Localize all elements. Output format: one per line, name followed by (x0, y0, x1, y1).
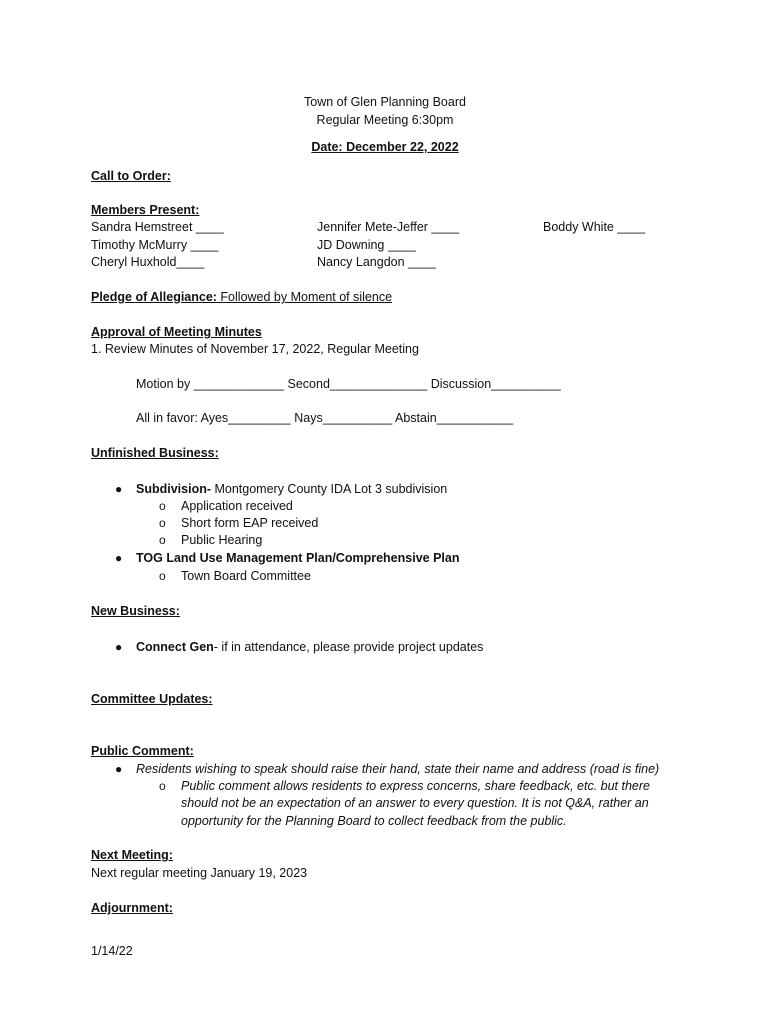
approval-heading: Approval of Meeting Minutes (91, 325, 262, 339)
public-comment-sub-line: Public comment allows residents to express concerns, share feedback, etc. but there (181, 779, 650, 793)
unfinished-item-land-use: TOG Land Use Management Plan/Comprehensive Plan (136, 551, 460, 565)
motion-line: Motion by _____________ Second______________ Discussion__________ (136, 377, 561, 391)
sub-item: Application received (181, 499, 293, 513)
bullet-icon: ● (115, 762, 123, 776)
next-meeting-text: Next regular meeting January 19, 2023 (91, 866, 308, 880)
pledge-heading: Pledge of Allegiance: (91, 290, 217, 304)
new-business-item (136, 639, 483, 656)
footer-date: 1/14/22 (91, 944, 133, 958)
public-comment-heading: Public Comment: (91, 744, 194, 758)
sub-item: Town Board Committee (181, 569, 311, 583)
subdivision-text: Montgomery County IDA Lot 3 subdivision (211, 482, 448, 496)
committee-heading: Committee Updates: (91, 692, 213, 706)
member-entry: Nancy Langdon ____ (317, 255, 436, 269)
members-heading: Members Present: (91, 203, 200, 217)
new-business-heading: New Business: (91, 604, 180, 618)
member-entry: JD Downing ____ (317, 238, 416, 252)
unfinished-heading: Unfinished Business: (91, 446, 219, 460)
meeting-date-text: Date: December 22, 2022 (311, 140, 459, 154)
sub-item: Public Hearing (181, 533, 263, 547)
approval-item: 1. Review Minutes of November 17, 2022, Regular Meeting (91, 342, 419, 356)
sub-item: Short form EAP received (181, 516, 319, 530)
call-to-order-heading: Call to Order: (91, 169, 171, 183)
bullet-icon: ● (115, 482, 123, 496)
board-title: Town of Glen Planning Board (304, 95, 466, 109)
bullet-icon: ● (115, 551, 123, 565)
member-entry: Cheryl Huxhold____ (91, 255, 205, 269)
pledge-line (91, 289, 392, 306)
public-comment-item: Residents wishing to speak should raise their hand, state their name and address (road is fine) (136, 762, 660, 776)
adjournment-heading: Adjournment: (91, 901, 173, 915)
meeting-title: Regular Meeting 6:30pm (316, 113, 454, 127)
public-comment-sub-line: opportunity for the Planning Board to collect feedback from the public. (181, 814, 567, 828)
circle-bullet-icon: o (159, 569, 166, 583)
circle-bullet-icon: o (159, 499, 166, 513)
subdivision-label: Subdivision- (136, 482, 211, 496)
circle-bullet-icon: o (159, 516, 166, 530)
unfinished-item-subdivision (136, 481, 447, 498)
member-entry: Timothy McMurry ____ (91, 238, 219, 252)
circle-bullet-icon: o (159, 779, 166, 793)
public-comment-sub-line: should not be an expectation of an answer to every question. It is not Q&A, rather an (181, 796, 649, 810)
next-meeting-heading: Next Meeting: (91, 848, 173, 862)
connect-gen-label: Connect Gen (136, 640, 214, 654)
bullet-icon: ● (115, 640, 123, 654)
vote-line: All in favor: Ayes_________ Nays__________ Abstain___________ (136, 411, 514, 425)
connect-gen-text: - if in attendance, please provide project updates (213, 640, 484, 654)
pledge-text: Followed by Moment of silence (216, 290, 393, 304)
meeting-date (0, 139, 770, 156)
circle-bullet-icon: o (159, 533, 166, 547)
member-entry: Boddy White ____ (543, 220, 646, 234)
member-entry: Jennifer Mete-Jeffer ____ (317, 220, 460, 234)
member-entry: Sandra Hemstreet ____ (91, 220, 224, 234)
